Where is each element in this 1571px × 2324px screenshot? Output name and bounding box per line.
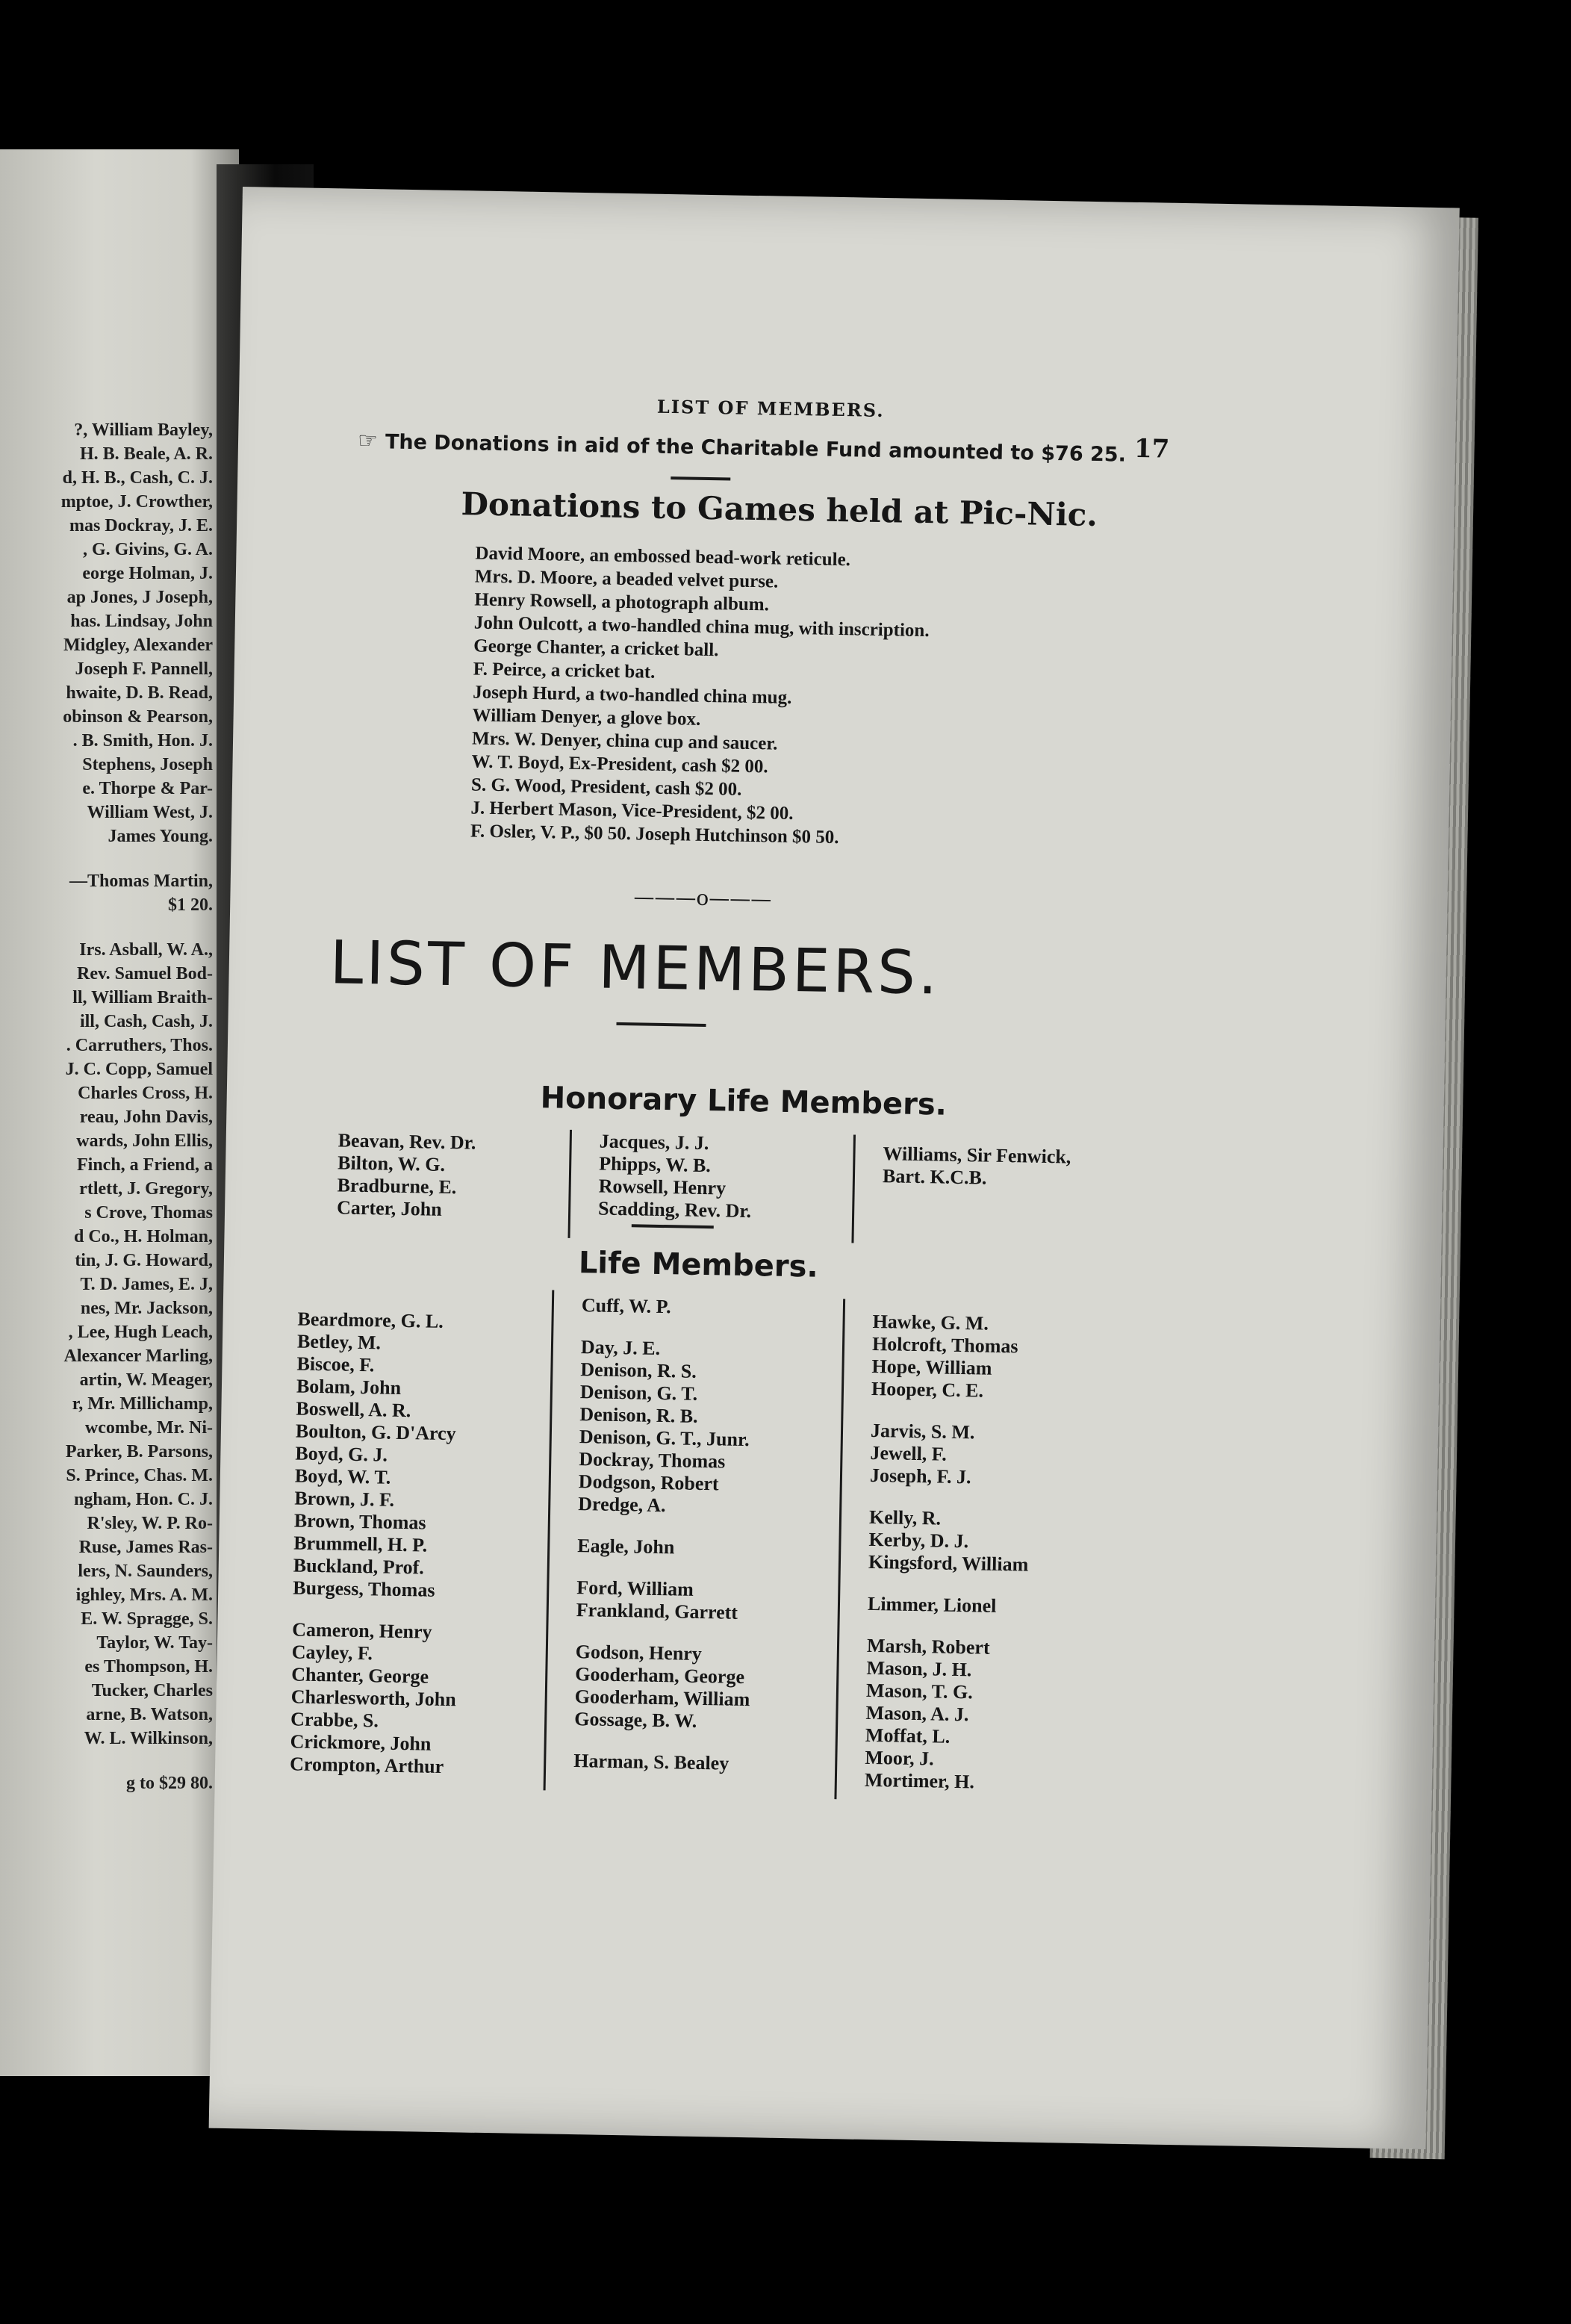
hon3-line: Williams, Sir Fenwick, — [883, 1143, 1071, 1168]
column-rule — [851, 1134, 856, 1243]
life2-line: Denison, G. T., Junr. — [579, 1426, 750, 1451]
left-lines-line: —Thomas Martin, — [69, 872, 213, 891]
life3-line: Hawke, G. M. — [872, 1310, 989, 1335]
life2-line: Frankland, Garrett — [576, 1599, 738, 1624]
life3-line: Jarvis, S. M. — [870, 1419, 975, 1444]
left-lines-line: has. Lindsay, John — [70, 612, 213, 631]
ornament-divider: ———o——— — [633, 884, 772, 912]
left-lines-line: $1 20. — [168, 895, 213, 915]
life1-line: Brown, J. F. — [294, 1487, 395, 1511]
divider — [616, 1022, 706, 1027]
donations-line: W. T. Boyd, Ex-President, cash $2 00. — [471, 751, 768, 777]
left-lines-line: S. Prince, Chas. M. — [66, 1466, 213, 1485]
honorary-col-3 — [883, 1143, 1071, 1190]
left-lines-line: Charles Cross, H. — [78, 1084, 213, 1103]
page-number: 17 — [1133, 433, 1170, 465]
life2-line: Denison, G. T. — [579, 1381, 698, 1405]
life1-line: Crickmore, John — [290, 1730, 432, 1755]
left-lines-line: d Co., H. Holman, — [73, 1227, 213, 1246]
left-lines-line: ll, William Braith- — [72, 988, 213, 1007]
hon1-line: Bilton, W. G. — [337, 1152, 446, 1175]
life1-line: Boulton, G. D'Arcy — [295, 1420, 456, 1445]
life3-line: Moffat, L. — [865, 1724, 951, 1747]
life1-line: Crabbe, S. — [290, 1708, 379, 1732]
left-lines-line: ill, Cash, Cash, J. — [79, 1012, 213, 1031]
left-lines-line: Irs. Asball, W. A., — [79, 940, 213, 960]
left-lines-line: ighley, Mrs. A. M. — [75, 1585, 213, 1605]
divider — [632, 1224, 714, 1228]
left-lines-line: Parker, B. Parsons, — [65, 1442, 213, 1461]
donations-line: J. Herbert Mason, Vice-President, $2 00. — [470, 798, 794, 824]
left-lines-line: hwaite, D. B. Read, — [66, 683, 213, 703]
life2-line: Gooderham, George — [575, 1663, 745, 1688]
donations-title: Donations to Games held at Pic-Nic. — [461, 485, 1098, 534]
life-col-1 — [290, 1308, 463, 1779]
left-lines-line: d, H. B., Cash, C. J. — [62, 468, 213, 488]
left-lines-line: J. C. Copp, Samuel — [65, 1060, 213, 1079]
life3-line: Kerby, D. J. — [868, 1528, 969, 1553]
life3-line: Kelly, R. — [868, 1506, 942, 1529]
donations-line: Mrs. W. Denyer, china cup and saucer. — [471, 728, 778, 754]
left-lines-line: eorge Holman, J. — [82, 564, 213, 583]
life-col-2 — [573, 1294, 757, 1775]
donations-line: F. Peirce, a cricket bat. — [473, 659, 656, 683]
life3-line: Holcroft, Thomas — [871, 1332, 1018, 1358]
left-lines-line: mas Dockray, J. E. — [69, 516, 213, 535]
hon2-line: Rowsell, Henry — [598, 1175, 727, 1199]
left-lines-line: R'sley, W. P. Ro- — [87, 1514, 213, 1533]
left-lines-line: reau, John Davis, — [79, 1107, 213, 1127]
donation-note-text: The Donations in aid of the Charitable Fund amounted to $76 25. — [385, 430, 1127, 467]
life1-line: Boyd, W. T. — [294, 1464, 391, 1488]
left-lines-line: rtlett, J. Gregory, — [79, 1179, 213, 1199]
left-lines-line: ngham, Hon. C. J. — [73, 1490, 213, 1509]
life1-line: Buckland, Prof. — [293, 1554, 425, 1579]
left-lines-line: Stephens, Joseph — [82, 755, 213, 774]
life1-line: Chanter, George — [290, 1663, 429, 1688]
left-lines-line: William West, J. — [87, 803, 213, 822]
left-lines-line: . Carruthers, Thos. — [66, 1036, 213, 1055]
left-page-text — [0, 418, 213, 1795]
life3-line: Kingsford, William — [868, 1550, 1029, 1576]
life3-line: Jewell, F. — [870, 1441, 948, 1465]
honorary-members-title: Honorary Life Members. — [540, 1081, 948, 1122]
life2-line: Gooderham, William — [574, 1685, 750, 1711]
donations-list — [470, 542, 931, 851]
life2-line: Day, J. E. — [580, 1336, 661, 1359]
left-lines-line: lers, N. Saunders, — [78, 1562, 213, 1581]
donation-note — [358, 428, 1126, 467]
left-lines-line: artin, W. Meager, — [79, 1370, 213, 1390]
donations-line: William Denyer, a glove box. — [472, 705, 701, 730]
donations-line: Henry Rowsell, a photograph album. — [474, 589, 770, 615]
life1-line: Crompton, Arthur — [289, 1753, 444, 1778]
left-lines-line: wcombe, Mr. Ni- — [84, 1418, 213, 1438]
life1-line: Burgess, Thomas — [293, 1576, 435, 1601]
left-lines-line: e. Thorpe & Par- — [82, 779, 213, 798]
life-col-3 — [865, 1311, 1033, 1795]
life1-line: Boyd, G. J. — [295, 1442, 388, 1466]
left-lines-line: es Thompson, H. — [84, 1657, 213, 1677]
left-lines-line: . B. Smith, Hon. J. — [72, 731, 213, 751]
left-lines-line: Ruse, James Ras- — [78, 1538, 213, 1557]
life1-line: Bolam, John — [296, 1375, 402, 1399]
donations-line: Mrs. D. Moore, a beaded velvet purse. — [474, 566, 779, 592]
left-lines-line: W. L. Wilkinson, — [84, 1729, 213, 1748]
hon1-line: Bradburne, E. — [337, 1174, 457, 1199]
life1-line: Betley, M. — [296, 1330, 382, 1354]
life1-line: Beardmore, G. L. — [297, 1308, 444, 1332]
life3-line: Hooper, C. E. — [871, 1377, 984, 1402]
column-rule — [567, 1130, 572, 1238]
running-head: LIST OF MEMBERS. — [656, 395, 885, 422]
hon1-line: Beavan, Rev. Dr. — [337, 1129, 476, 1154]
left-lines-line: T. D. James, E. J, — [80, 1275, 213, 1294]
left-lines-line: wards, John Ellis, — [76, 1131, 213, 1151]
honorary-col-2 — [598, 1131, 753, 1223]
life2-line: Denison, R. B. — [579, 1403, 698, 1427]
left-lines-line: Taylor, W. Tay- — [96, 1633, 213, 1653]
hon3-line: Bart. K.C.B. — [882, 1165, 987, 1189]
left-lines-line: , G. Givins, G. A. — [82, 540, 213, 559]
left-lines-line: James Young. — [108, 827, 213, 846]
life3-line: Mortimer, H. — [864, 1768, 975, 1793]
life2-line: Dredge, A. — [578, 1493, 666, 1517]
left-lines-line: Finch, a Friend, a — [76, 1155, 213, 1175]
hon1-line: Carter, John — [336, 1196, 442, 1220]
left-page — [0, 149, 239, 2076]
left-lines-line: H. B. Beale, A. R. — [80, 444, 213, 464]
honorary-col-1 — [337, 1129, 476, 1221]
life3-line: Mason, J. H. — [866, 1656, 972, 1681]
left-lines-line: s Crove, Thomas — [84, 1203, 213, 1222]
life2-line: Denison, R. S. — [580, 1358, 697, 1382]
left-lines-line: Rev. Samuel Bod- — [76, 964, 213, 984]
left-lines-line: Joseph F. Pannell, — [75, 659, 213, 679]
pointing-hand-icon: ☞ — [357, 427, 379, 455]
donations-line: George Chanter, a cricket ball. — [473, 636, 719, 661]
left-lines-line: obinson & Pearson, — [63, 707, 213, 727]
divider — [671, 476, 730, 480]
left-lines-line: arne, B. Watson, — [86, 1705, 213, 1724]
column-rule — [834, 1299, 845, 1799]
life1-line: Brown, Thomas — [293, 1509, 426, 1534]
column-rule — [544, 1290, 555, 1790]
life2-line: Godson, Henry — [575, 1641, 703, 1665]
hon2-line: Phipps, W. B. — [598, 1152, 712, 1177]
life1-line: Brummell, H. P. — [293, 1532, 428, 1556]
left-lines-line: ap Jones, J Joseph, — [66, 588, 213, 607]
life2-line: Harman, S. Bealey — [573, 1750, 729, 1774]
life2-line: Eagle, John — [577, 1535, 675, 1559]
life2-line: Dodgson, Robert — [578, 1470, 719, 1495]
life1-line: Boswell, A. R. — [296, 1397, 411, 1422]
donations-line: F. Osler, V. P., $0 50. Joseph Hutchinson $0 50. — [470, 821, 839, 848]
donations-line: David Moore, an embossed bead-work reticule. — [475, 543, 851, 571]
hon2-line: Jacques, J. J. — [599, 1130, 709, 1155]
life-members-title: Life Members. — [578, 1246, 819, 1284]
left-lines-line: E. W. Spragge, S. — [81, 1609, 213, 1629]
left-lines-line: tin, J. G. Howard, — [75, 1251, 213, 1270]
life3-line: Mason, A. J. — [865, 1701, 969, 1726]
life1-line: Biscoe, F. — [296, 1352, 375, 1376]
hon2-line: Scadding, Rev. Dr. — [597, 1197, 752, 1222]
donations-line: Joseph Hurd, a two-handled china mug. — [472, 682, 792, 708]
left-lines-line: , Lee, Hugh Leach, — [68, 1323, 213, 1342]
life3-line: Moor, J. — [865, 1746, 934, 1770]
life1-line: Cameron, Henry — [292, 1618, 432, 1643]
life1-line: Charlesworth, John — [290, 1685, 456, 1711]
donations-line: John Oulcott, a two-handled china mug, with inscription. — [473, 612, 930, 641]
left-lines-line: ?, William Bayley, — [74, 420, 213, 440]
left-lines-line: Tucker, Charles — [91, 1681, 213, 1700]
left-lines-line: nes, Mr. Jackson, — [80, 1299, 213, 1318]
donations-line: S. G. Wood, President, cash $2 00. — [470, 774, 742, 800]
life3-line: Marsh, Robert — [866, 1634, 990, 1659]
left-lines-line: Alexancer Marling, — [63, 1346, 213, 1366]
life3-line: Limmer, Lionel — [867, 1592, 997, 1617]
left-lines-line: Midgley, Alexander — [63, 636, 213, 655]
left-lines-line: r, Mr. Millichamp, — [72, 1394, 213, 1414]
left-lines-line: g to $29 80. — [126, 1774, 213, 1793]
life3-line: Mason, T. G. — [865, 1679, 974, 1703]
life2-line: Dockray, Thomas — [579, 1448, 726, 1473]
life2-line: Cuff, W. P. — [581, 1294, 671, 1318]
left-lines-line: mptoe, J. Crowther, — [60, 492, 213, 512]
right-page — [209, 187, 1460, 2149]
life1-line: Cayley, F. — [291, 1641, 373, 1665]
life2-line: Ford, William — [576, 1576, 694, 1600]
life2-line: Gossage, B. W. — [574, 1708, 697, 1732]
list-of-members-title: LIST OF MEMBERS. — [329, 928, 942, 1008]
life3-line: Joseph, F. J. — [869, 1464, 971, 1488]
life3-line: Hope, William — [871, 1355, 992, 1379]
